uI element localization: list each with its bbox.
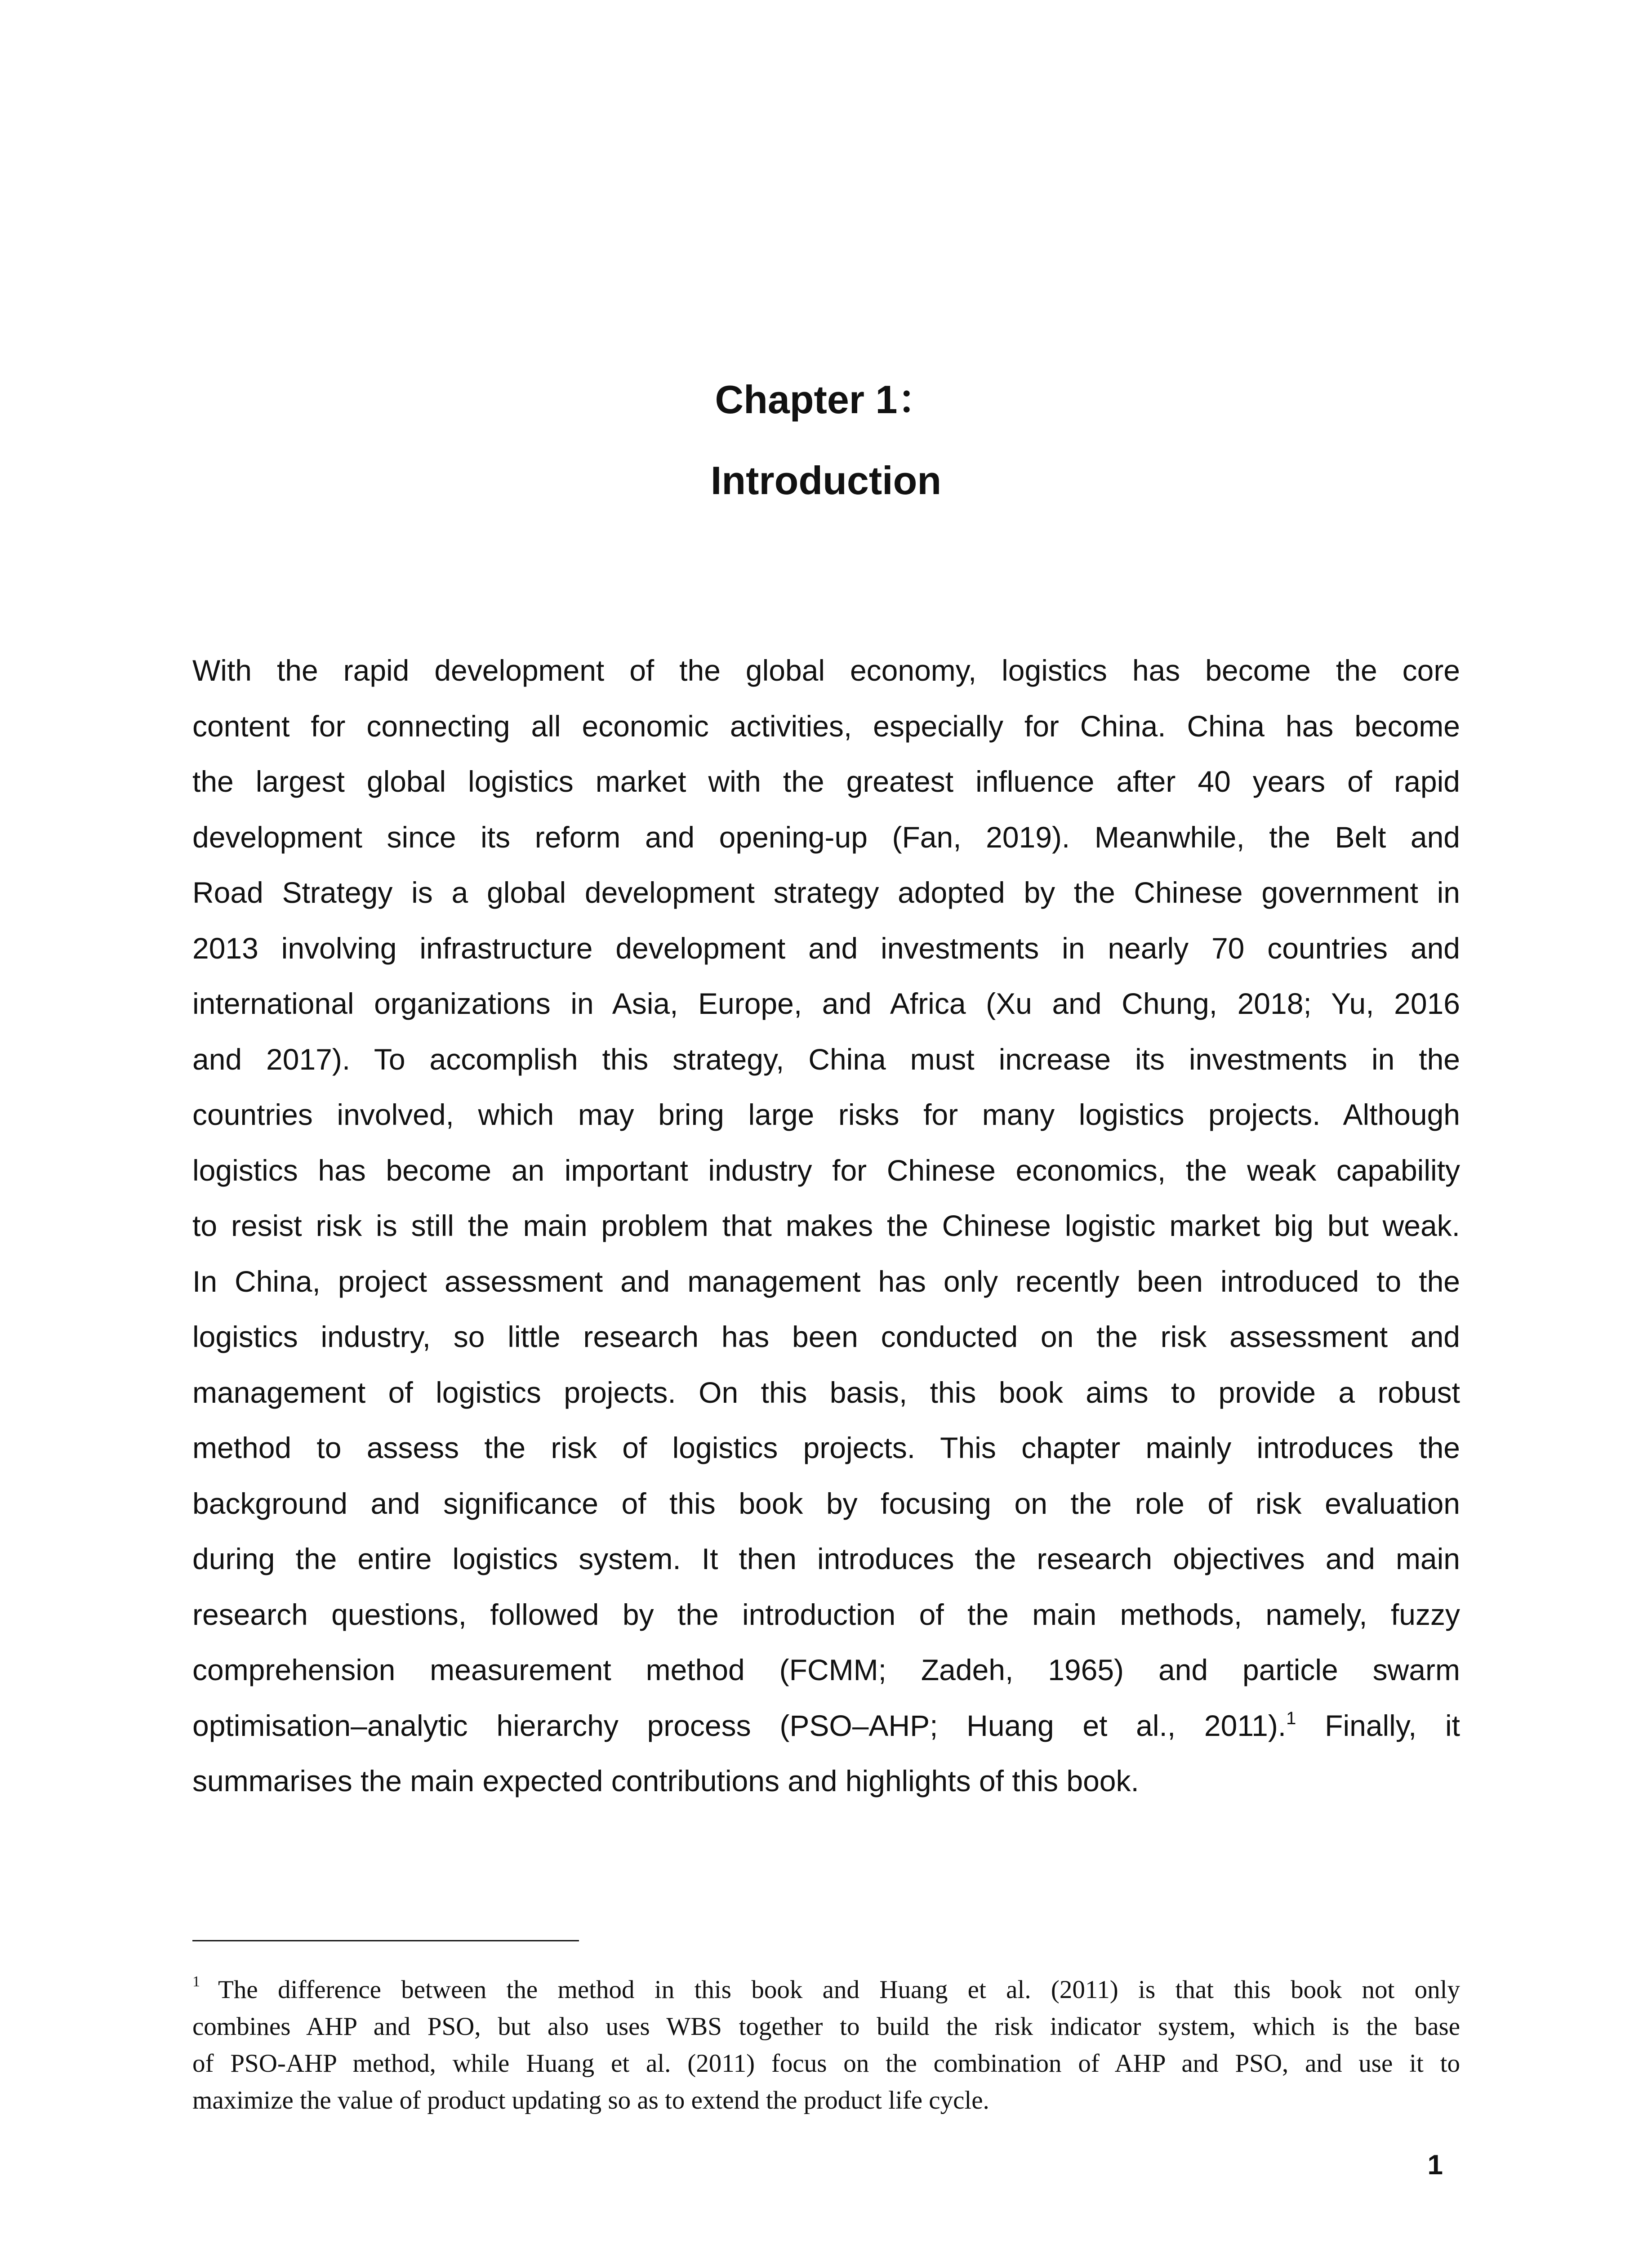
footnote-line: of PSO-AHP method, while Huang et al. (2011) focus on the combination of AHP and PSO, and use it to [192,2049,1460,2078]
body-line-text: Finally, it [1296,1708,1460,1742]
chapter-title: Introduction [710,458,942,503]
body-line: research questions, followed by the introduction of the main methods, namely, fuzzy [192,1597,1460,1631]
body-line: 2013 involving infrastructure development and investments in nearly 70 countries and [192,931,1460,965]
body-line: management of logistics projects. On this basis, this book aims to provide a robust [192,1375,1460,1409]
body-line: summarises the main expected contributions and highlights of this book. [192,1764,1139,1798]
body-line: countries involved, which may bring large risks for many logistics projects. Although [192,1098,1460,1131]
footnote-line: maximize the value of product updating so as to extend the product life cycle. [192,2086,989,2114]
footnote-separator [192,1940,579,1941]
body-line: With the rapid development of the global economy, logistics has become the core [192,654,1460,687]
body-line: In China, project assessment and management has only recently been introduced to the [192,1264,1460,1298]
footnote-text: The difference between the method in this book and Huang et al. (2011) is that this book not only [218,1976,1460,2004]
body-line: content for connecting all economic activities, especially for China. China has become [192,709,1460,743]
body-line: international organizations in Asia, Europe, and Africa (Xu and Chung, 2018; Yu, 2016 [192,987,1460,1020]
body-line: logistics has become an important industry for Chinese economics, the weak capability [192,1153,1460,1187]
body-line: logistics industry, so little research has been conducted on the risk assessment and [192,1320,1460,1353]
footnote-reference[interactable]: 1 [1286,1708,1296,1728]
body-line-with-footnote-ref [192,1698,1460,1754]
body-line: the largest global logistics market with the greatest influence after 40 years of rapid [192,765,1460,798]
chapter-label: Chapter 1： [715,377,937,422]
footnote [192,1971,1460,2119]
body-line: during the entire logistics system. It then introduces the research objectives and main [192,1542,1460,1575]
footnote-line [192,1971,1460,2008]
body-paragraph [192,643,1460,1809]
body-line: development since its reform and opening-up (Fan, 2019). Meanwhile, the Belt and [192,820,1460,854]
body-line: method to assess the risk of logistics projects. This chapter mainly introduces the [192,1431,1460,1464]
body-line: and 2017). To accomplish this strategy, China must increase its investments in the [192,1042,1460,1076]
body-line: background and significance of this book by focusing on the role of risk evaluation [192,1486,1460,1520]
footnote-line: combines AHP and PSO, but also uses WBS together to build the risk indicator system, which is the base [192,2012,1460,2041]
body-line: to resist risk is still the main problem that makes the Chinese logistic market big but weak. [192,1209,1460,1242]
page-number: 1 [1427,2150,1443,2181]
body-line: Road Strategy is a global development strategy adopted by the Chinese government in [192,876,1460,909]
footnote-marker: 1 [192,1973,200,1990]
body-line-text: optimisation–analytic hierarchy process (PSO–AHP; Huang et al., 2011). [192,1708,1287,1742]
body-line: comprehension measurement method (FCMM; Zadeh, 1965) and particle swarm [192,1653,1460,1686]
